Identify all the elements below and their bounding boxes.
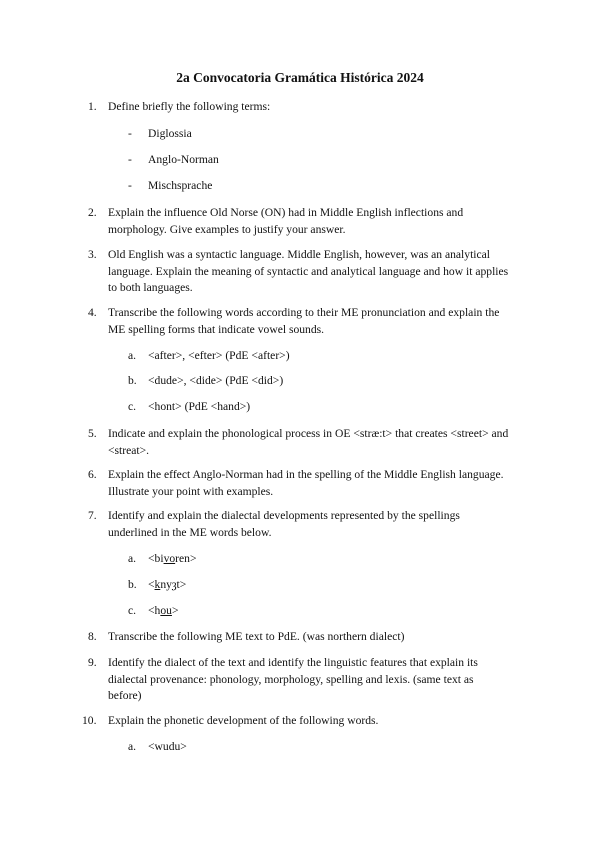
list-marker: a. — [128, 552, 137, 565]
term-text: Anglo-Norman — [148, 153, 219, 166]
list-marker: a. — [128, 740, 137, 753]
word-part: t> — [176, 578, 187, 591]
question-text: Indicate and explain the phonological process in OE <stræ:t> that creates <street> and <streat>. — [108, 427, 509, 457]
question-text: Explain the phonetic development of the following words. — [108, 714, 379, 727]
list-marker: b. — [128, 578, 137, 591]
question-text: Transcribe the following words according to their ME pronunciation and explain the ME spelling forms that indicate vowel sounds. — [108, 306, 500, 336]
question-number: 3. — [88, 248, 97, 261]
question-number: 1. — [88, 100, 97, 113]
question-text: Identify and explain the dialectal developments represented by the spellings underlined in the ME words below. — [108, 509, 460, 539]
list-marker: b. — [128, 374, 137, 387]
word-text — [148, 603, 178, 619]
question-number: 9. — [88, 656, 97, 669]
question-number: 7. — [88, 509, 97, 522]
question-number: 6. — [88, 468, 97, 481]
question-number: 4. — [88, 306, 97, 319]
list-marker: - — [128, 127, 132, 140]
question-text: Explain the effect Anglo-Norman had in the spelling of the Middle English language. Illustrate your point with examples. — [108, 468, 504, 498]
word-text: <after>, <efter> (PdE <after>) — [148, 349, 290, 362]
word-part: ren> — [175, 552, 197, 565]
question-text: Old English was a syntactic language. Middle English, however, was an analytical language. Explain the meaning of syntactic and analytical language and how it applies to both languages. — [108, 248, 509, 294]
underlined-spelling: ou — [160, 604, 172, 617]
list-marker: - — [128, 179, 132, 192]
list-marker: a. — [128, 349, 137, 362]
word-text: <hont> (PdE <hand>) — [148, 400, 251, 413]
list-marker: c. — [128, 400, 137, 413]
word-part: <bi — [148, 552, 164, 565]
word-text: <wudu> — [148, 740, 187, 753]
word-part: ny — [160, 578, 172, 591]
word-part: <h — [148, 604, 161, 617]
word-part: > — [171, 604, 179, 617]
underlined-spelling: k — [154, 578, 161, 591]
word-text: <dude>, <dide> (PdE <did>) — [148, 374, 284, 387]
word-part: < — [148, 578, 155, 591]
document-title: 2a Convocatoria Gramática Histórica 2024 — [176, 70, 424, 85]
word-text — [148, 551, 197, 567]
question-number: 2. — [88, 206, 97, 219]
question-text: Explain the influence Old Norse (ON) had in Middle English inflections and morphology. Give examples to justify your answer. — [108, 206, 464, 236]
question-number: 5. — [88, 427, 97, 440]
term-text: Mischsprache — [148, 179, 213, 192]
list-marker: - — [128, 153, 132, 166]
question-text: Transcribe the following ME text to PdE. (was northern dialect) — [108, 630, 405, 643]
term-text: Diglossia — [148, 127, 192, 140]
question-number: 10. — [82, 714, 97, 727]
underlined-spelling: ȝ — [171, 578, 177, 591]
word-text — [148, 577, 186, 593]
list-marker: c. — [128, 604, 137, 617]
question-number: 8. — [88, 630, 97, 643]
question-text: Define briefly the following terms: — [108, 100, 271, 113]
question-text: Identify the dialect of the text and identify the linguistic features that explain its dialectal provenance: phonology, morphology, spelling and lexis. (same text as before) — [108, 656, 478, 702]
underlined-spelling: vo — [163, 552, 176, 565]
